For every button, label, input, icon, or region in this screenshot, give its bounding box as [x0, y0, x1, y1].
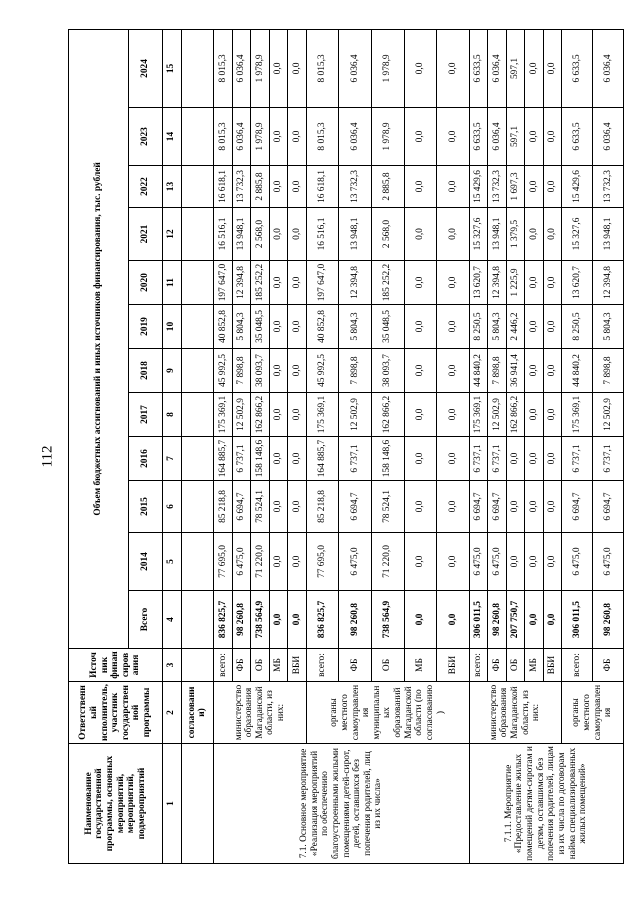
header-year: 2020 [129, 261, 163, 305]
year-value: 0,0 [269, 305, 288, 349]
year-value: 6 737,1 [488, 437, 507, 481]
year-value: 6 475,0 [593, 533, 624, 591]
column-index: 14 [163, 108, 182, 166]
total-value: 98 260,8 [339, 591, 372, 649]
year-value: 6 036,4 [593, 108, 624, 166]
year-value: 8 015,3 [214, 29, 233, 107]
column-index: 10 [163, 305, 182, 349]
year-value: 78 524,1 [251, 481, 270, 533]
total-value: 207 750,7 [506, 591, 525, 649]
year-value: 5 804,3 [232, 305, 251, 349]
year-value: 2 446,2 [506, 305, 525, 349]
year-value: 36 941,4 [506, 349, 525, 393]
year-value: 71 220,0 [251, 533, 270, 591]
funding-source: ОБ [506, 649, 525, 682]
year-value: 0,0 [525, 533, 544, 591]
year-value: 6 737,1 [339, 437, 372, 481]
year-value: 0,0 [525, 305, 544, 349]
year-value: 0,0 [525, 437, 544, 481]
year-value: 77 695,0 [306, 533, 339, 591]
year-value: 85 218,8 [306, 481, 339, 533]
year-value: 35 048,5 [251, 305, 270, 349]
year-value: 12 394,8 [488, 261, 507, 305]
year-value: 0,0 [288, 533, 307, 591]
year-value: 1 379,5 [506, 208, 525, 261]
year-value: 6 633,5 [469, 29, 488, 107]
total-value: 0,0 [404, 591, 437, 649]
total-value: 738 564,9 [371, 591, 404, 649]
funding-source: ОБ [251, 649, 270, 682]
year-value: 6 694,7 [488, 481, 507, 533]
total-value: 0,0 [288, 591, 307, 649]
year-value: 6 694,7 [339, 481, 372, 533]
funding-source: всего: [562, 649, 593, 682]
header-year: 2019 [129, 305, 163, 349]
funding-source: ВБИ [543, 649, 562, 682]
year-value: 13 732,3 [339, 166, 372, 208]
year-value: 6 633,5 [562, 29, 593, 107]
year-value: 0,0 [404, 437, 437, 481]
year-value: 16 516,1 [214, 208, 233, 261]
year-value: 6 475,0 [469, 533, 488, 591]
empty-cell [181, 481, 214, 533]
year-value: 6 694,7 [469, 481, 488, 533]
funding-source: ФБ [232, 649, 251, 682]
column-index: 7 [163, 437, 182, 481]
year-value: 197 647,0 [214, 261, 233, 305]
total-value: 0,0 [269, 591, 288, 649]
year-value: 1 978,9 [371, 108, 404, 166]
year-value: 77 695,0 [214, 533, 233, 591]
empty-cell [181, 591, 214, 649]
year-value: 12 502,9 [232, 393, 251, 437]
year-value: 8 250,5 [469, 305, 488, 349]
year-value: 2 885,8 [251, 166, 270, 208]
header-year: 2024 [129, 29, 163, 107]
activity-name: 7.1. Основное мероприятие «Реализация мероприятий по обеспечению благоустроенными жилыми помещениями детей-сирот, детей, оставшихся без попечения родителей, лиц из их числа» [214, 744, 469, 864]
year-value: 6 737,1 [469, 437, 488, 481]
page-number: 112 [39, 445, 56, 468]
carry-over-name [181, 744, 214, 864]
total-value: 306 011,5 [469, 591, 488, 649]
table-row [214, 29, 233, 863]
year-value: 6 737,1 [562, 437, 593, 481]
responsible-executor: министерство образования Магаданской области, из них: [469, 682, 562, 744]
empty-cell [181, 649, 214, 682]
year-value: 0,0 [269, 533, 288, 591]
year-value: 0,0 [288, 349, 307, 393]
empty-cell [181, 108, 214, 166]
year-value: 7 898,8 [593, 349, 624, 393]
year-value: 6 475,0 [232, 533, 251, 591]
funding-source: всего: [214, 649, 233, 682]
year-value: 6 036,4 [339, 108, 372, 166]
year-value: 6 737,1 [232, 437, 251, 481]
year-value: 0,0 [269, 208, 288, 261]
empty-cell [181, 29, 214, 107]
year-value: 597,1 [506, 108, 525, 166]
year-value: 12 502,9 [488, 393, 507, 437]
year-value: 6 036,4 [232, 29, 251, 107]
year-value: 6 475,0 [562, 533, 593, 591]
year-value: 162 866,2 [251, 393, 270, 437]
year-value: 45 992,5 [306, 349, 339, 393]
year-value: 0,0 [269, 108, 288, 166]
year-value: 45 992,5 [214, 349, 233, 393]
year-value: 6 036,4 [488, 108, 507, 166]
year-value: 16 618,1 [306, 166, 339, 208]
year-value: 6 694,7 [232, 481, 251, 533]
empty-cell [181, 305, 214, 349]
column-index: 5 [163, 533, 182, 591]
year-value: 185 252,2 [371, 261, 404, 305]
empty-cell [181, 437, 214, 481]
year-value: 0,0 [269, 29, 288, 107]
total-value: 98 260,8 [488, 591, 507, 649]
year-value: 6 036,4 [339, 29, 372, 107]
year-value: 0,0 [269, 166, 288, 208]
activity-name: 7.1.1. Мероприятие «Предоставление жилых помещений детям-сиротам и детям, оставшимся без попечения родителей, лицам из их числа по договорам найма специализированных жилых помещений» [469, 744, 623, 864]
year-value: 5 804,3 [339, 305, 372, 349]
year-value: 0,0 [506, 481, 525, 533]
column-index: 3 [163, 649, 182, 682]
year-value: 0,0 [269, 437, 288, 481]
year-value: 38 093,7 [371, 349, 404, 393]
table-row [562, 29, 593, 863]
year-value: 1 978,9 [371, 29, 404, 107]
year-value: 13 948,1 [488, 208, 507, 261]
column-index: 6 [163, 481, 182, 533]
year-value: 13 948,1 [339, 208, 372, 261]
year-value: 8 015,3 [306, 29, 339, 107]
header-name-column: Наименование государственной программы, основных мероприятий, мероприятий, подмероприятий [69, 744, 163, 864]
year-value: 0,0 [543, 305, 562, 349]
empty-cell [181, 166, 214, 208]
funding-source: ВБИ [437, 649, 470, 682]
year-value: 0,0 [525, 261, 544, 305]
year-value: 0,0 [437, 533, 470, 591]
year-value: 0,0 [437, 437, 470, 481]
year-value: 40 852,8 [214, 305, 233, 349]
column-index: 15 [163, 29, 182, 107]
year-value: 71 220,0 [371, 533, 404, 591]
year-value: 6 036,4 [488, 29, 507, 107]
year-value: 2 885,8 [371, 166, 404, 208]
responsible-participant: органы местного самоуправления муниципальных образований Магаданской области (по согласованию) [306, 682, 469, 744]
total-value: 98 260,8 [593, 591, 624, 649]
column-index: 4 [163, 591, 182, 649]
header-year: 2016 [129, 437, 163, 481]
header-year: 2021 [129, 208, 163, 261]
responsible-participant: органы местного самоуправления [562, 682, 624, 744]
header-total: Всего [129, 591, 163, 649]
table-row [306, 29, 339, 863]
year-value: 13 732,3 [593, 166, 624, 208]
year-value: 0,0 [404, 305, 437, 349]
total-value: 0,0 [543, 591, 562, 649]
year-value: 5 804,3 [593, 305, 624, 349]
year-value: 12 394,8 [593, 261, 624, 305]
year-value: 0,0 [404, 166, 437, 208]
year-value: 13 948,1 [593, 208, 624, 261]
year-value: 0,0 [437, 261, 470, 305]
year-value: 0,0 [404, 533, 437, 591]
funding-source: ФБ [593, 649, 624, 682]
year-value: 13 620,7 [562, 261, 593, 305]
year-value: 16 618,1 [214, 166, 233, 208]
year-value: 12 502,9 [339, 393, 372, 437]
responsible-executor: министерство образования Магаданской области, из них: [214, 682, 307, 744]
year-value: 0,0 [288, 305, 307, 349]
rotated-table-container [68, 30, 624, 864]
empty-cell [181, 533, 214, 591]
column-index: 11 [163, 261, 182, 305]
year-value: 0,0 [288, 166, 307, 208]
year-value: 35 048,5 [371, 305, 404, 349]
year-value: 12 502,9 [593, 393, 624, 437]
year-value: 38 093,7 [251, 349, 270, 393]
year-value: 0,0 [437, 393, 470, 437]
header-year: 2015 [129, 481, 163, 533]
year-value: 0,0 [543, 29, 562, 107]
year-value: 0,0 [288, 481, 307, 533]
year-value: 6 694,7 [562, 481, 593, 533]
column-index: 13 [163, 166, 182, 208]
year-value: 0,0 [525, 393, 544, 437]
year-value: 6 633,5 [562, 108, 593, 166]
header-responsible-column: Ответственный исполнитель, участник государственной программы [69, 682, 163, 744]
total-value: 98 260,8 [232, 591, 251, 649]
header-funding-group: Объем бюджетных ассигнований и иных источников финансирования, тыс. рублей [69, 29, 129, 648]
year-value: 0,0 [288, 208, 307, 261]
year-value: 8 015,3 [306, 108, 339, 166]
year-value: 0,0 [404, 393, 437, 437]
total-value: 306 011,5 [562, 591, 593, 649]
year-value: 0,0 [288, 29, 307, 107]
year-value: 7 898,8 [232, 349, 251, 393]
year-value: 0,0 [404, 261, 437, 305]
year-value: 13 948,1 [232, 208, 251, 261]
year-value: 0,0 [404, 481, 437, 533]
year-value: 12 394,8 [339, 261, 372, 305]
column-index: 8 [163, 393, 182, 437]
year-value: 44 840,2 [469, 349, 488, 393]
year-value: 0,0 [543, 108, 562, 166]
total-value: 836 825,7 [214, 591, 233, 649]
year-value: 0,0 [288, 393, 307, 437]
year-value: 6 737,1 [593, 437, 624, 481]
year-value: 6 036,4 [593, 29, 624, 107]
year-value: 175 369,1 [469, 393, 488, 437]
year-value: 162 866,2 [506, 393, 525, 437]
year-value: 0,0 [543, 437, 562, 481]
year-value: 597,1 [506, 29, 525, 107]
year-value: 0,0 [525, 349, 544, 393]
year-value: 0,0 [288, 261, 307, 305]
total-value: 0,0 [437, 591, 470, 649]
year-value: 164 885,7 [214, 437, 233, 481]
year-value: 158 148,6 [251, 437, 270, 481]
year-value: 0,0 [288, 108, 307, 166]
year-value: 12 394,8 [232, 261, 251, 305]
year-value: 15 327,6 [469, 208, 488, 261]
year-value: 0,0 [269, 481, 288, 533]
year-value: 6 475,0 [488, 533, 507, 591]
year-value: 0,0 [543, 349, 562, 393]
year-value: 1 225,9 [506, 261, 525, 305]
year-value: 0,0 [525, 481, 544, 533]
funding-source: МБ [404, 649, 437, 682]
empty-cell [181, 349, 214, 393]
header-year: 2018 [129, 349, 163, 393]
year-value: 0,0 [269, 349, 288, 393]
year-value: 185 252,2 [251, 261, 270, 305]
funding-source: МБ [269, 649, 288, 682]
funding-source: всего: [306, 649, 339, 682]
year-value: 85 218,8 [214, 481, 233, 533]
funding-source: ОБ [371, 649, 404, 682]
year-value: 0,0 [525, 108, 544, 166]
year-value: 162 866,2 [371, 393, 404, 437]
year-value: 1 697,3 [506, 166, 525, 208]
year-value: 158 148,6 [371, 437, 404, 481]
year-value: 0,0 [404, 29, 437, 107]
year-value: 1 978,9 [251, 29, 270, 107]
year-value: 0,0 [437, 166, 470, 208]
year-value: 13 620,7 [469, 261, 488, 305]
year-value: 40 852,8 [306, 305, 339, 349]
empty-cell [181, 261, 214, 305]
year-value: 0,0 [543, 481, 562, 533]
year-value: 197 647,0 [306, 261, 339, 305]
year-value: 8 015,3 [214, 108, 233, 166]
year-value: 175 369,1 [214, 393, 233, 437]
year-value: 78 524,1 [371, 481, 404, 533]
year-value: 0,0 [437, 29, 470, 107]
year-value: 0,0 [404, 208, 437, 261]
year-value: 0,0 [525, 208, 544, 261]
year-value: 164 885,7 [306, 437, 339, 481]
year-value: 0,0 [506, 533, 525, 591]
header-year: 2017 [129, 393, 163, 437]
total-value: 0,0 [525, 591, 544, 649]
column-index: 12 [163, 208, 182, 261]
table-row [469, 29, 488, 863]
year-value: 0,0 [506, 437, 525, 481]
year-value: 6 694,7 [593, 481, 624, 533]
year-value: 0,0 [404, 108, 437, 166]
year-value: 0,0 [525, 29, 544, 107]
year-value: 5 804,3 [488, 305, 507, 349]
year-value: 16 516,1 [306, 208, 339, 261]
year-value: 7 898,8 [339, 349, 372, 393]
total-value: 738 564,9 [251, 591, 270, 649]
year-value: 0,0 [269, 261, 288, 305]
year-value: 0,0 [543, 166, 562, 208]
year-value: 6 633,5 [469, 108, 488, 166]
year-value: 0,0 [437, 208, 470, 261]
year-value: 2 568,0 [251, 208, 270, 261]
year-value: 44 840,2 [562, 349, 593, 393]
header-year: 2023 [129, 108, 163, 166]
year-value: 0,0 [543, 208, 562, 261]
year-value: 0,0 [269, 393, 288, 437]
year-value: 2 568,0 [371, 208, 404, 261]
empty-cell [181, 393, 214, 437]
year-value: 1 978,9 [251, 108, 270, 166]
year-value: 175 369,1 [562, 393, 593, 437]
funding-source: ВБИ [288, 649, 307, 682]
funding-table [68, 29, 624, 864]
funding-source: ФБ [488, 649, 507, 682]
year-value: 0,0 [543, 393, 562, 437]
year-value: 0,0 [437, 481, 470, 533]
column-index: 2 [163, 682, 182, 744]
carry-over-responsible: согласовании) [181, 682, 214, 744]
year-value: 0,0 [404, 349, 437, 393]
year-value: 0,0 [288, 437, 307, 481]
year-value: 175 369,1 [306, 393, 339, 437]
column-index: 1 [163, 744, 182, 864]
year-value: 7 898,8 [488, 349, 507, 393]
funding-source: МБ [525, 649, 544, 682]
year-value: 0,0 [525, 166, 544, 208]
year-value: 6 475,0 [339, 533, 372, 591]
year-value: 0,0 [437, 305, 470, 349]
year-value: 0,0 [543, 261, 562, 305]
year-value: 13 732,3 [232, 166, 251, 208]
header-year: 2014 [129, 533, 163, 591]
year-value: 15 327,6 [562, 208, 593, 261]
empty-cell [181, 208, 214, 261]
funding-source: всего: [469, 649, 488, 682]
total-value: 836 825,7 [306, 591, 339, 649]
year-value: 15 429,6 [562, 166, 593, 208]
year-value: 8 250,5 [562, 305, 593, 349]
year-value: 0,0 [543, 533, 562, 591]
year-value: 0,0 [437, 349, 470, 393]
header-source-column: Источник финансирования [69, 649, 163, 682]
header-year: 2022 [129, 166, 163, 208]
year-value: 6 036,4 [232, 108, 251, 166]
year-value: 13 732,3 [488, 166, 507, 208]
year-value: 0,0 [437, 108, 470, 166]
year-value: 15 429,6 [469, 166, 488, 208]
column-index: 9 [163, 349, 182, 393]
funding-source: ФБ [339, 649, 372, 682]
